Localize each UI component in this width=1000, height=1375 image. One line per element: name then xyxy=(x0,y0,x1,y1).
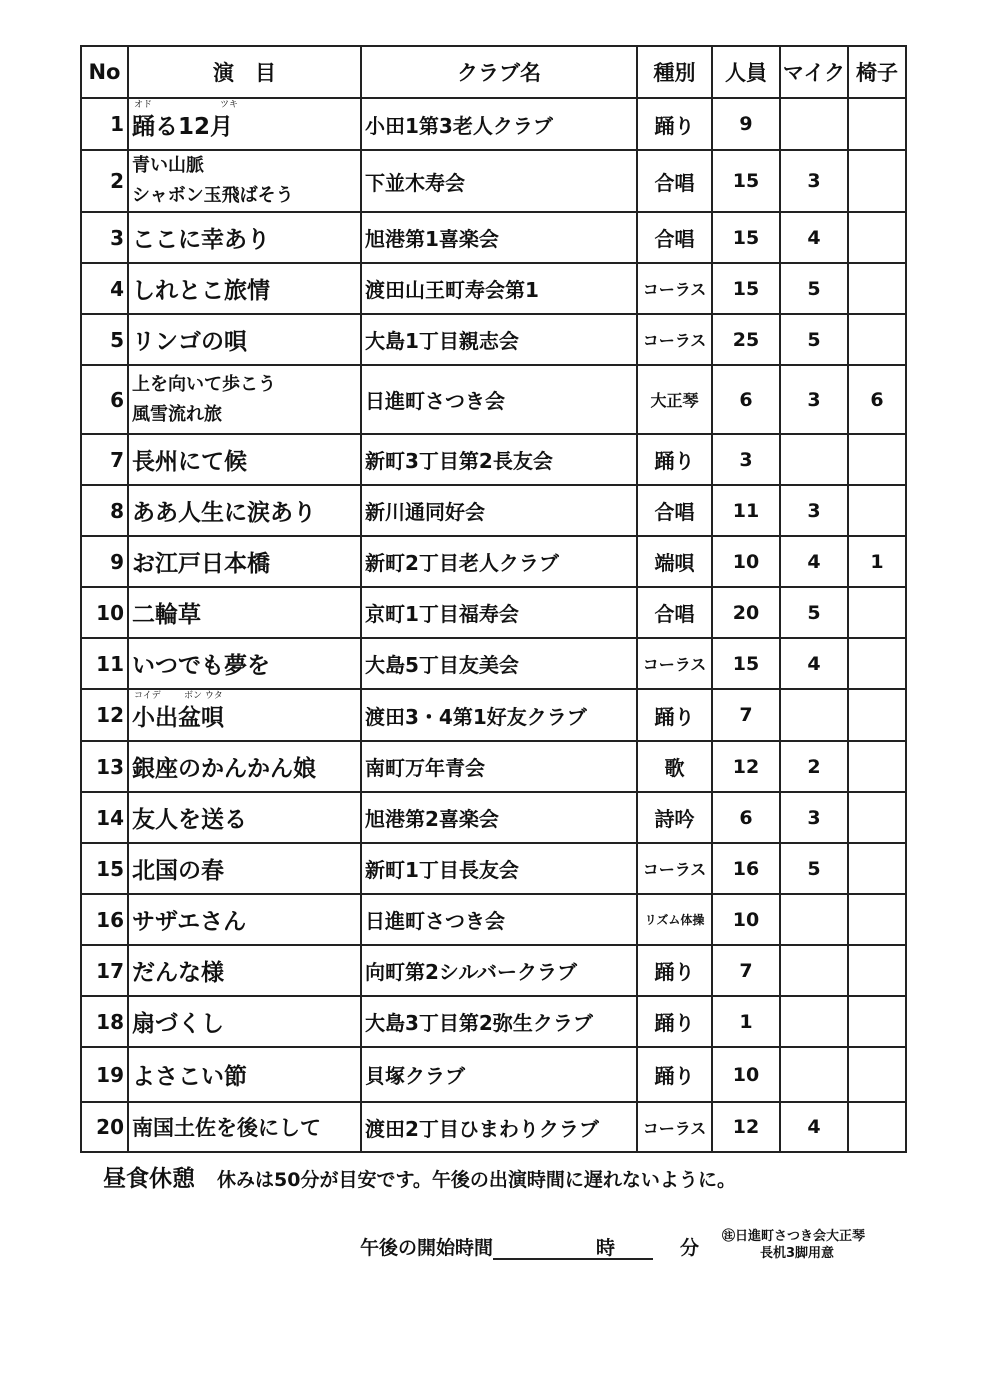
header-members: 人員 xyxy=(712,46,780,98)
row-members: 20 xyxy=(712,587,780,638)
row-members: 7 xyxy=(712,945,780,996)
row-type: コーラス xyxy=(637,843,712,894)
header-mic: マイク xyxy=(780,46,848,98)
row-no: 7 xyxy=(81,434,128,485)
ruby-text: コイデ xyxy=(134,690,161,701)
row-mic xyxy=(780,689,848,741)
table-row xyxy=(81,485,906,536)
row-type: 踊り xyxy=(637,996,712,1047)
row-club: 渡田2丁目ひまわりクラブ xyxy=(361,1102,637,1152)
row-members: 12 xyxy=(712,1102,780,1152)
row-club: 新町2丁目老人クラブ xyxy=(361,536,637,587)
row-members: 15 xyxy=(712,263,780,314)
row-no: 20 xyxy=(81,1102,128,1152)
row-type: 踊り xyxy=(637,98,712,150)
row-chair xyxy=(848,894,906,945)
row-title: いつでも夢を xyxy=(128,638,361,689)
row-chair xyxy=(848,689,906,741)
header-chair: 椅子 xyxy=(848,46,906,98)
row-members: 11 xyxy=(712,485,780,536)
row-members: 12 xyxy=(712,741,780,792)
row-no: 9 xyxy=(81,536,128,587)
row-club: 旭港第2喜楽会 xyxy=(361,792,637,843)
row-no: 12 xyxy=(81,689,128,741)
row-mic: 4 xyxy=(780,536,848,587)
row-title: よさこい節 xyxy=(128,1047,361,1102)
table-row xyxy=(81,945,906,996)
row-type: 踊り xyxy=(637,1047,712,1102)
title-with-ruby xyxy=(132,690,224,732)
row-mic: 5 xyxy=(780,587,848,638)
row-club: 渡田3・4第1好友クラブ xyxy=(361,689,637,741)
row-no: 6 xyxy=(81,365,128,434)
row-type: コーラス xyxy=(637,263,712,314)
lunch-break-note: 休みは50分が目安です。午後の出演時間に遅れないように。 xyxy=(217,1169,736,1191)
row-title: ここに幸あり xyxy=(128,212,361,263)
row-no: 1 xyxy=(81,98,128,150)
row-title xyxy=(128,98,361,150)
row-members: 9 xyxy=(712,98,780,150)
table-row xyxy=(81,996,906,1047)
table-row xyxy=(81,263,906,314)
row-club: 大島1丁目親志会 xyxy=(361,314,637,365)
row-members: 6 xyxy=(712,365,780,434)
row-title: リンゴの唄 xyxy=(128,314,361,365)
row-chair xyxy=(848,485,906,536)
title-line-2: 風雪流れ旅 xyxy=(132,403,222,425)
table-row xyxy=(81,98,906,150)
row-chair xyxy=(848,1047,906,1102)
table-row xyxy=(81,741,906,792)
row-mic: 2 xyxy=(780,741,848,792)
row-title xyxy=(128,365,361,434)
row-mic: 5 xyxy=(780,314,848,365)
table-row xyxy=(81,894,906,945)
afternoon-start-label: 午後の開始時間 xyxy=(360,1237,494,1259)
row-type: コーラス xyxy=(637,314,712,365)
row-mic: 3 xyxy=(780,792,848,843)
table-row xyxy=(81,434,906,485)
row-title: サザエさん xyxy=(128,894,361,945)
row-mic: 5 xyxy=(780,263,848,314)
row-type: 端唄 xyxy=(637,536,712,587)
row-chair xyxy=(848,212,906,263)
row-members: 6 xyxy=(712,792,780,843)
row-no: 19 xyxy=(81,1047,128,1102)
row-chair xyxy=(848,1102,906,1152)
row-mic xyxy=(780,945,848,996)
row-members: 16 xyxy=(712,843,780,894)
row-members: 25 xyxy=(712,314,780,365)
row-mic: 4 xyxy=(780,212,848,263)
row-chair: 6 xyxy=(848,365,906,434)
row-club: 新町3丁目第2長友会 xyxy=(361,434,637,485)
table-row xyxy=(81,365,906,434)
row-chair xyxy=(848,263,906,314)
row-mic: 3 xyxy=(780,485,848,536)
table-row xyxy=(81,1102,906,1152)
row-no: 3 xyxy=(81,212,128,263)
row-club: 南町万年青会 xyxy=(361,741,637,792)
row-chair xyxy=(848,741,906,792)
table-row xyxy=(81,150,906,212)
row-title: だんな様 xyxy=(128,945,361,996)
row-chair: 1 xyxy=(848,536,906,587)
table-header-row xyxy=(81,46,906,98)
row-no: 13 xyxy=(81,741,128,792)
row-members: 1 xyxy=(712,996,780,1047)
header-club: クラブ名 xyxy=(361,46,637,98)
header-no: No xyxy=(81,46,128,98)
table-row xyxy=(81,536,906,587)
row-members: 15 xyxy=(712,212,780,263)
row-type: コーラス xyxy=(637,638,712,689)
row-chair xyxy=(848,996,906,1047)
row-no: 15 xyxy=(81,843,128,894)
row-title xyxy=(128,689,361,741)
table-row xyxy=(81,638,906,689)
row-type: 踊り xyxy=(637,945,712,996)
row-club: 日進町さつき会 xyxy=(361,894,637,945)
row-no: 14 xyxy=(81,792,128,843)
title-text: 小出盆唄 xyxy=(132,704,224,731)
row-chair xyxy=(848,792,906,843)
row-mic: 3 xyxy=(780,150,848,212)
table-row xyxy=(81,689,906,741)
row-mic xyxy=(780,894,848,945)
setup-note xyxy=(722,1228,865,1262)
row-mic xyxy=(780,1047,848,1102)
row-members: 7 xyxy=(712,689,780,741)
row-mic: 4 xyxy=(780,638,848,689)
row-chair xyxy=(848,638,906,689)
table-row xyxy=(81,314,906,365)
row-title: 銀座のかんかん娘 xyxy=(128,741,361,792)
row-mic: 4 xyxy=(780,1102,848,1152)
row-title: 扇づくし xyxy=(128,996,361,1047)
lunch-break-line xyxy=(103,1160,736,1193)
table-row xyxy=(81,587,906,638)
row-club: 大島5丁目友美会 xyxy=(361,638,637,689)
row-club: 大島3丁目第2弥生クラブ xyxy=(361,996,637,1047)
row-members: 10 xyxy=(712,894,780,945)
row-club: 貝塚クラブ xyxy=(361,1047,637,1102)
row-no: 8 xyxy=(81,485,128,536)
title-with-ruby xyxy=(132,99,239,141)
row-club: 新町1丁目長友会 xyxy=(361,843,637,894)
row-members: 10 xyxy=(712,1047,780,1102)
row-members: 15 xyxy=(712,150,780,212)
row-club: 向町第2シルバークラブ xyxy=(361,945,637,996)
table-row xyxy=(81,212,906,263)
row-club: 渡田山王町寿会第1 xyxy=(361,263,637,314)
row-club: 下並木寿会 xyxy=(361,150,637,212)
row-title: 南国土佐を後にして xyxy=(128,1102,361,1152)
start-time-blank xyxy=(493,1238,653,1260)
row-title: ああ人生に涙あり xyxy=(128,485,361,536)
row-members: 15 xyxy=(712,638,780,689)
row-title: 二輪草 xyxy=(128,587,361,638)
row-mic xyxy=(780,996,848,1047)
row-type: リズム体操 xyxy=(637,894,712,945)
header-title: 演 目 xyxy=(128,46,361,98)
title-text: 踊る12月 xyxy=(132,113,234,140)
row-type: コーラス xyxy=(637,1102,712,1152)
row-chair xyxy=(848,843,906,894)
row-title: しれとこ旅情 xyxy=(128,263,361,314)
row-no: 18 xyxy=(81,996,128,1047)
row-no: 17 xyxy=(81,945,128,996)
row-chair xyxy=(848,945,906,996)
row-type: 合唱 xyxy=(637,150,712,212)
lunch-break-label: 昼食休憩 xyxy=(103,1166,195,1192)
row-members: 3 xyxy=(712,434,780,485)
minute-unit: 分 xyxy=(680,1237,700,1259)
row-no: 4 xyxy=(81,263,128,314)
row-no: 2 xyxy=(81,150,128,212)
row-mic xyxy=(780,434,848,485)
title-line-1: 上を向いて歩こう xyxy=(132,373,276,395)
title-line-1: 青い山脈 xyxy=(132,155,204,176)
title-line-2: シャボン玉飛ばそう xyxy=(132,185,294,206)
row-club: 京町1丁目福寿会 xyxy=(361,587,637,638)
row-title xyxy=(128,150,361,212)
row-type: 合唱 xyxy=(637,587,712,638)
row-club: 旭港第1喜楽会 xyxy=(361,212,637,263)
row-type: 詩吟 xyxy=(637,792,712,843)
row-type: 大正琴 xyxy=(637,365,712,434)
header-type: 種別 xyxy=(637,46,712,98)
row-mic xyxy=(780,98,848,150)
row-title: お江戸日本橋 xyxy=(128,536,361,587)
table-row xyxy=(81,792,906,843)
afternoon-start-line xyxy=(360,1233,700,1260)
ruby-text: ツキ xyxy=(220,99,239,110)
row-chair xyxy=(848,98,906,150)
program-table xyxy=(80,45,907,1153)
ruby-text: オド xyxy=(134,99,153,110)
row-no: 16 xyxy=(81,894,128,945)
row-no: 5 xyxy=(81,314,128,365)
row-type: 踊り xyxy=(637,689,712,741)
row-type: 合唱 xyxy=(637,212,712,263)
table-row xyxy=(81,843,906,894)
row-title: 長州にて候 xyxy=(128,434,361,485)
row-type: 踊り xyxy=(637,434,712,485)
row-no: 11 xyxy=(81,638,128,689)
row-members: 10 xyxy=(712,536,780,587)
row-club: 新川通同好会 xyxy=(361,485,637,536)
table-row xyxy=(81,1047,906,1102)
row-mic: 3 xyxy=(780,365,848,434)
row-title: 友人を送る xyxy=(128,792,361,843)
setup-note-line-2: 長机3脚用意 xyxy=(760,1246,835,1261)
row-club: 日進町さつき会 xyxy=(361,365,637,434)
hour-unit: 時 xyxy=(596,1237,616,1259)
row-chair xyxy=(848,434,906,485)
row-type: 歌 xyxy=(637,741,712,792)
row-chair xyxy=(848,587,906,638)
row-chair xyxy=(848,150,906,212)
row-mic: 5 xyxy=(780,843,848,894)
row-title: 北国の春 xyxy=(128,843,361,894)
row-club: 小田1第3老人クラブ xyxy=(361,98,637,150)
setup-note-line-1: ㊟日進町さつき会大正琴 xyxy=(722,1229,866,1244)
ruby-text: ボン ウタ xyxy=(184,690,223,701)
row-type: 合唱 xyxy=(637,485,712,536)
row-no: 10 xyxy=(81,587,128,638)
row-chair xyxy=(848,314,906,365)
